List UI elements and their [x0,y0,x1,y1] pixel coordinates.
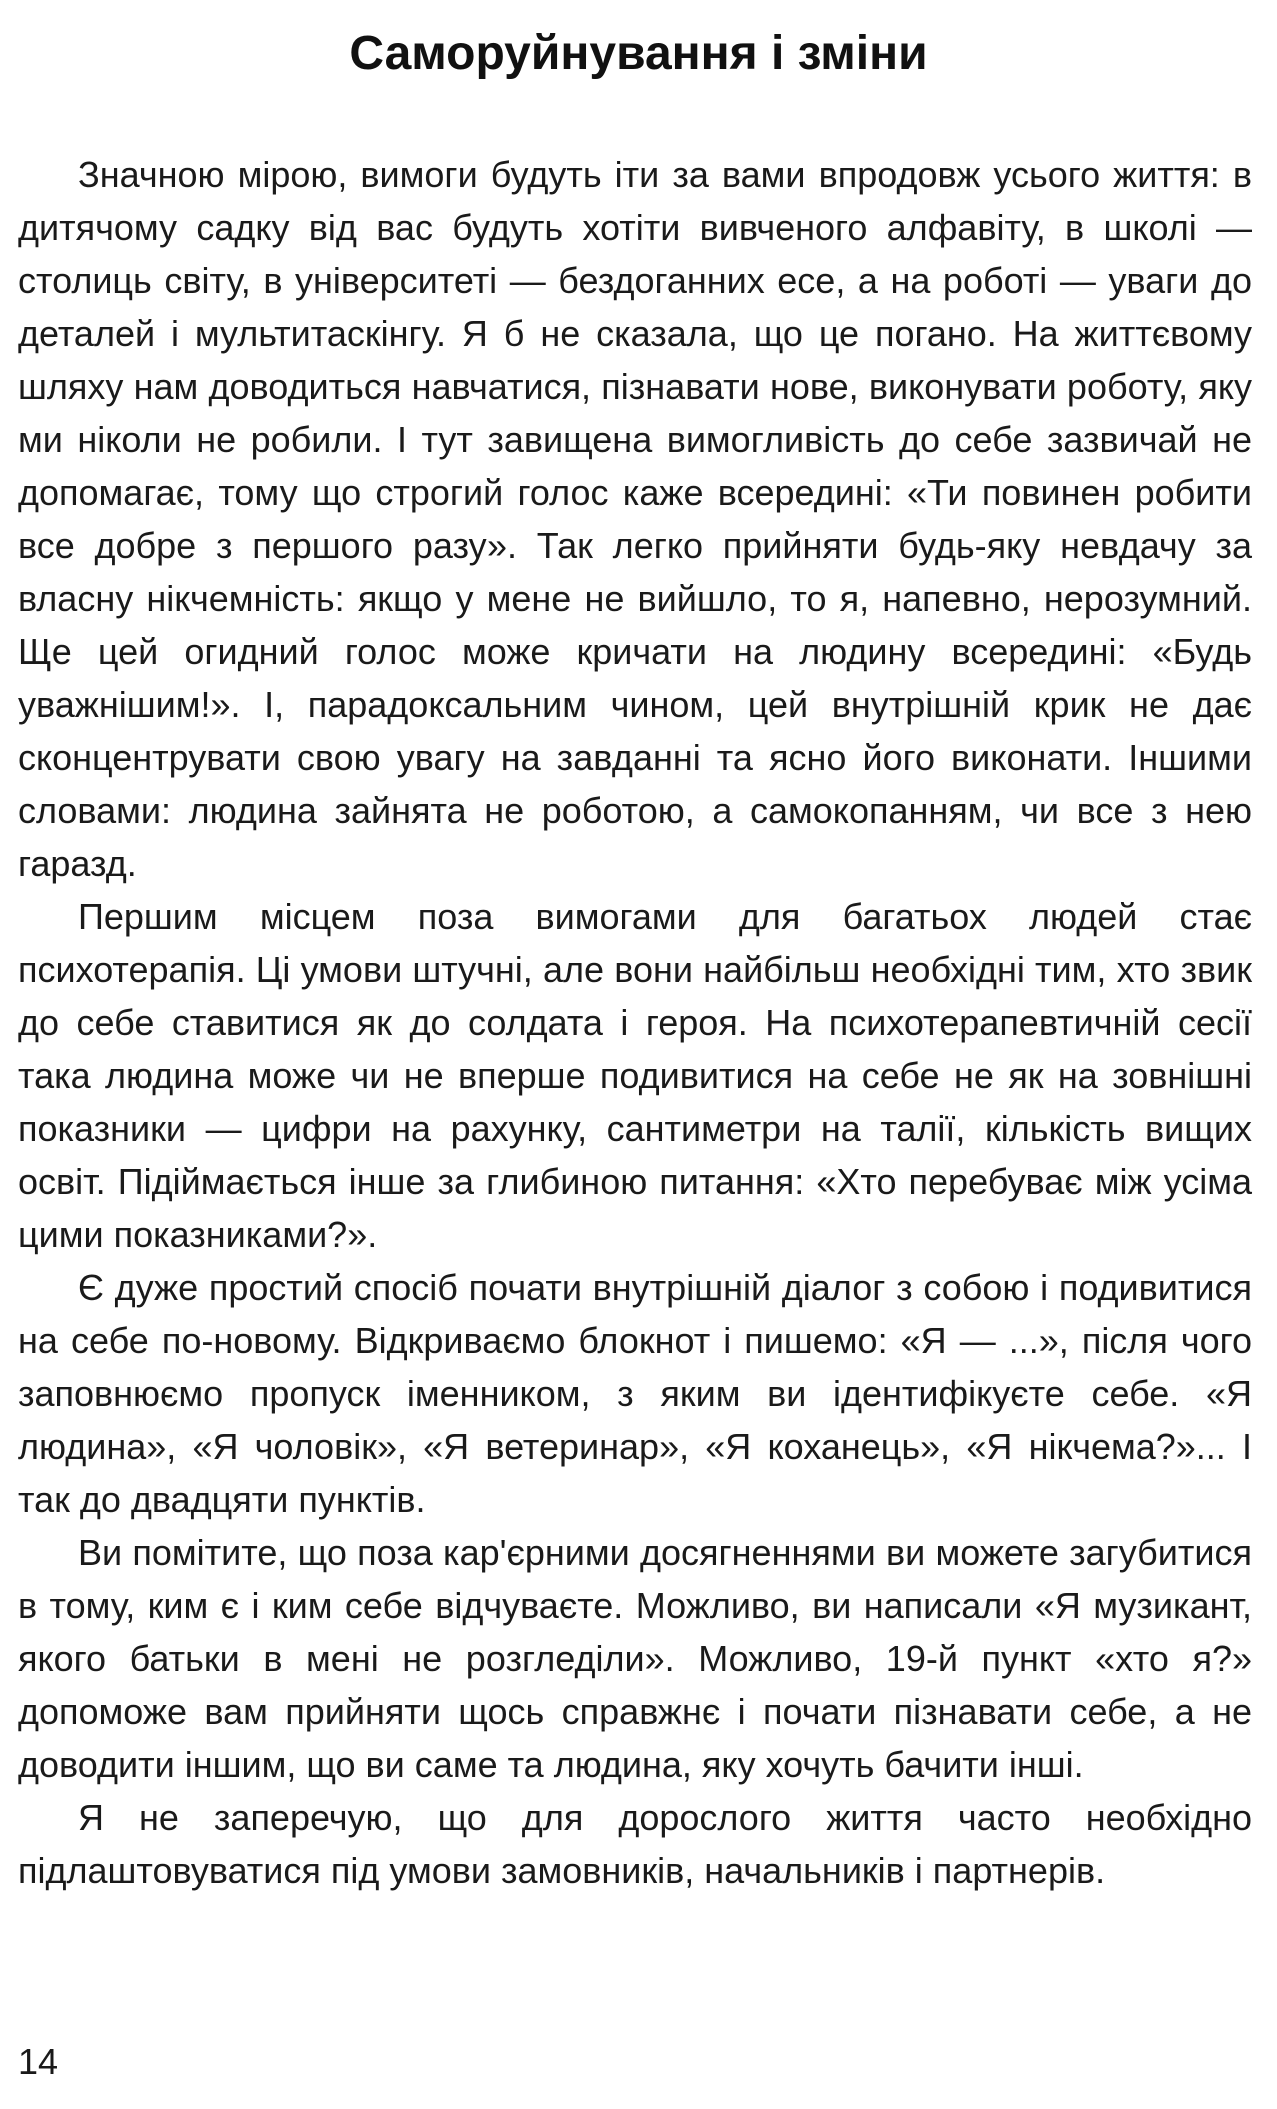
paragraph-2: Першим місцем поза вимогами для багатьох людей стає психотерапія. Ці умови штучні, але вони найбільш необхідні тим, хто звик до себе ставитися як до солдата і героя. На психотерапевтичній сесії така людина може чи не вперше подивитися на себе не як на зовнішні показники — цифри на рахунку, сантиметри на талії, кількість вищих освіт. Підіймається інше за глибиною питання: «Хто перебуває між усіма цими показниками?». [18,896,1252,1255]
paragraph-3: Є дуже простий спосіб почати внутрішній діалог з собою і подивитися на себе по-новому. Відкриваємо блокнот і пишемо: «Я — ...», після чого заповнюємо пропуск іменником, з яким ви ідентифікуєте себе. «Я людина», «Я чоловік», «Я ветеринар», «Я коханець», «Я нікчема?»... І так до двадцяти пунктів. [18,1267,1252,1520]
body-text [18,148,1252,1897]
paragraph-1: Значною мірою, вимоги будуть іти за вами впродовж усього життя: в дитячому садку від вас будуть хотіти вивченого алфавіту, в школі — столиць світу, в університеті — бездоганних есе, а на роботі — уваги до деталей і мультитаскінгу. Я б не сказала, що це погано. На життєвому шляху нам доводиться навчатися, пізнавати нове, виконувати роботу, яку ми ніколи не робили. І тут завищена вимогливість до себе зазвичай не допомагає, тому що строгий голос каже всередині: «Ти повинен робити все добре з першого разу». Так легко прийняти будь-яку невдачу за власну нікчемність: якщо у мене не вийшло, то я, напевно, нерозумний. Ще цей огидний голос може кричати на людину всередині: «Будь уважнішим!». І, парадоксальним чином, цей внутрішній крик не дає сконцентрувати свою увагу на завданні та ясно його виконати. Іншими словами: людина зайнята не роботою, а самокопанням, чи все з нею гаразд. [18,154,1252,884]
paragraph-4: Ви помітите, що поза кар'єрними досягненнями ви можете загубитися в тому, ким є і ким себе відчуваєте. Можливо, ви написали «Я музикант, якого батьки в мені не розгледіли». Можливо, 19-й пункт «хто я?» допоможе вам прийняти щось справжнє і почати пізнавати себе, а не доводити іншим, що ви саме та людина, яку хочуть бачити інші. [18,1532,1252,1785]
page-number: 14 [18,2041,59,2082]
chapter-title: Саморуйнування і зміни [349,27,928,80]
paragraph-5: Я не заперечую, що для дорослого життя часто необхідно підлаштовуватися під умови замовників, начальників і партнерів. [18,1797,1252,1891]
